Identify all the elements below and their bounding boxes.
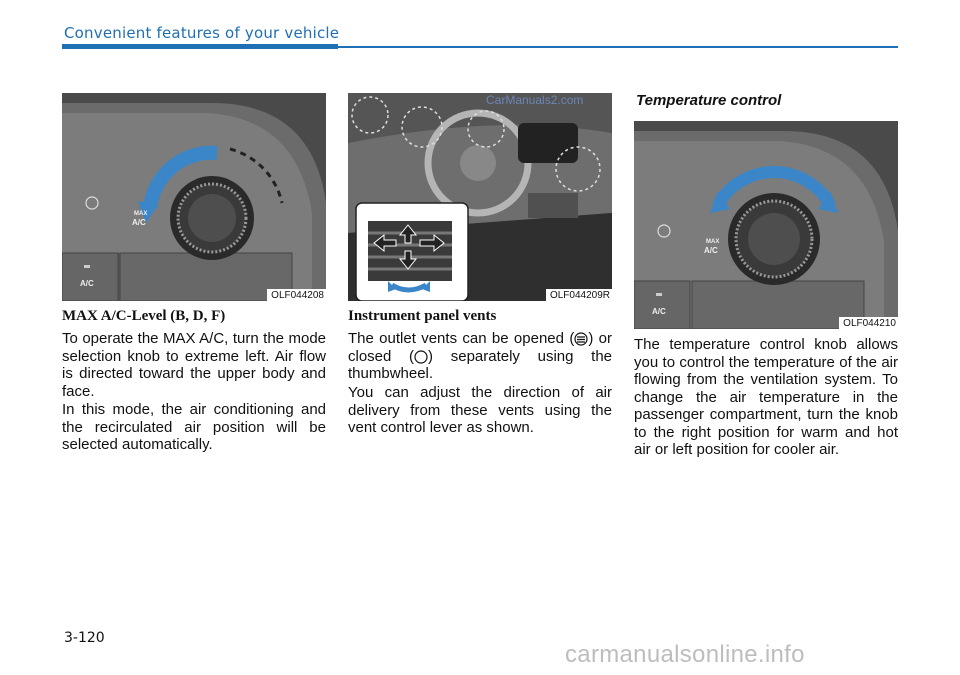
page-number: 3-120 [64, 630, 105, 646]
header-rule-thick [62, 44, 338, 49]
section-header-title: Convenient features of your vehicle [64, 24, 340, 42]
max-label: MAX [134, 211, 148, 217]
watermark-top: CarManuals2.com [486, 93, 584, 107]
max-ac-paragraph-1: To operate the MAX A/C, turn the mode selection knob to extreme left. Air flow is directed toward the upper body and face. [62, 330, 326, 400]
max-ac-heading: MAX A/C-Level (B, D, F) [62, 308, 226, 324]
ac-label: A/C [132, 218, 146, 227]
temperature-paragraph: The temperature control knob allows you to control the temperature of the air flowing from the ventilation system. To change the air temperature in the passenger compartment, turn the knob to the right position for warm and hot air or left position for cooler air. [634, 336, 898, 458]
max-ac-knob-illustration [62, 93, 326, 301]
vents-p1-part-b: ) or closed ( [348, 330, 612, 365]
watermark-bottom: carmanualsonline.info [565, 641, 805, 668]
figure-temperature-knob [634, 121, 898, 329]
vent-open-icon [574, 332, 588, 346]
figure-code: OLF044210 [839, 317, 898, 329]
temperature-heading: Temperature control [636, 92, 782, 109]
ac-label: A/C [704, 246, 718, 255]
max-label: MAX [706, 239, 720, 245]
vents-paragraph-1 [348, 330, 612, 383]
vents-p1-part-a: The outlet vents can be opened ( [348, 330, 575, 347]
vent-closed-icon [414, 350, 428, 364]
vents-paragraph-2: You can adjust the direction of air delivery from these vents using the vent control lever as shown. [348, 384, 612, 436]
max-ac-paragraph-2: In this mode, the air conditioning and the recirculated air position will be selected automatically. [62, 401, 326, 453]
figure-code: OLF044209R [546, 289, 612, 301]
figure-code: OLF044208 [267, 289, 326, 301]
vents-heading: Instrument panel vents [348, 308, 497, 324]
figure-instrument-panel-vents [348, 93, 612, 301]
ac-button-label: A/C [652, 307, 666, 316]
figure-max-ac-knob [62, 93, 326, 301]
vents-p1-part-c: ) separately using the thumbwheel. [348, 347, 612, 382]
ac-button-label: A/C [80, 279, 94, 288]
header-rule-thin [338, 46, 898, 48]
instrument-panel-illustration [348, 93, 612, 301]
temperature-knob-illustration [634, 121, 898, 329]
